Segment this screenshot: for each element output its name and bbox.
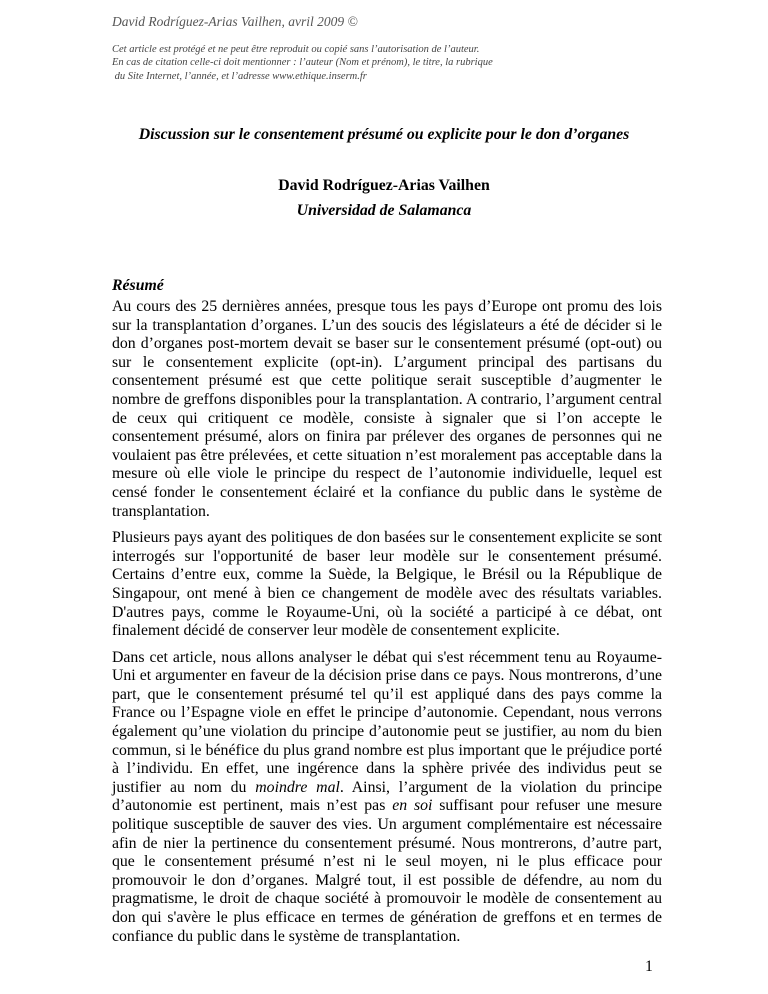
paragraph-text: Dans cet article, nous allons analyser le débat qui s'est récemment tenu au Royaume-Uni et argumenter en faveur de la décision prise dans ce pays. Nous montrerons, d’une part, que le consentement présumé tel qu’il est appliqué dans des pays comme la France ou l’Espagne viole en effet le principe d’autonomie. Cependant, nous verrons également qu’une violation du principe d’autonomie peut se justifier, au nom du bien commun, si le bénéfice du plus grand nombre est plus important que le préjudice porté à l’individu. En effet, une ingérence dans la sphère privée des individus peut se justifier au nom du [112,648,662,796]
page-number: 1 [645,958,653,975]
author-name: David Rodríguez-Arias Vailhen [278,177,490,194]
copyright-line: Cet article est protégé et ne peut être reproduit ou copié sans l’autorisation de l’auteur. [112,44,480,55]
section-title-resume: Résumé [112,277,164,294]
copyright-notice [112,43,493,83]
paragraph-text: suffisant pour refuser une mesure politique susceptible de sauver des vies. Un argument complémentaire est nécessaire afin de nier la pertinence du consentement présumé. Nous montrerons, d’autre part, que le consentement présumé n’est ni le seul moyen, ni le plus efficace pour promouvoir le don d’organes. Malgré tout, il est possible de défendre, au nom du pragmatisme, le droit de chaque société à promouvoir le modèle de consentement au don qui s'avère le plus efficace en termes de génération de greffons et en termes de confiance du public dans le système de transplantation. [112,797,663,945]
author-affiliation: Universidad de Salamanca [296,202,472,219]
copyright-line: En cas de citation celle-ci doit mentionner : l’auteur (Nom et prénom), le titre, la rubrique [112,57,493,69]
paragraph: Au cours des 25 dernières années, presque tous les pays d’Europe ont promu des lois sur la transplantation d’organes. L’un des soucis des législateurs a été de décider si le don d’organes post-mortem devait se baser sur le consentement présumé (opt-out) ou sur le consentement explicite (opt-in). L’argument principal des partisans du consentement présumé est que cette politique serait susceptible d’augmenter le nombre de greffons disponibles pour la transplantation. A contrario, l’argument central de ceux qui critiquent ce modèle, consiste à signaler que si l’on accepte le consentement présumé, alors on finira par prélever des organes de personnes qui ne voulaient pas être prélevées, et cette situation n’est moralement pas acceptable dans la mesure où elle viole le principe du respect de l’autonomie individuelle, lequel est censé fonder le consentement éclairé et la confiance du public dans le système de transplantation. [112,298,662,520]
running-head: David Rodríguez-Arias Vailhen, avril 2009 © [112,14,358,29]
paragraph-text: . Ainsi, l’argument de la violation du principe d’autonomie est pertinent, mais n’est pas [112,778,662,815]
abstract-body [112,298,662,954]
copyright-line: du Site Internet, l’année, et l’adresse www.ethique.inserm.fr [112,70,367,82]
paragraph: Plusieurs pays ayant des politiques de don basées sur le consentement explicite se sont interrogés sur l'opportunité de baser leur modèle sur le consentement présumé. Certains d’entre eux, comme la Suède, la Belgique, le Brésil ou la République de Singapour, ont mené à bien ce changement de modèle avec des résultats variables. D'autres pays, comme le Royaume-Uni, où la société a participé à ce débat, ont finalement décidé de conserver leur modèle de consentement explicite. [112,529,662,640]
emphasis-text: en soi [392,797,433,815]
paragraph [112,649,662,947]
article-title: Discussion sur le consentement présumé ou explicite pour le don d’organes [138,126,630,143]
emphasis-text: moindre mal [255,778,340,796]
